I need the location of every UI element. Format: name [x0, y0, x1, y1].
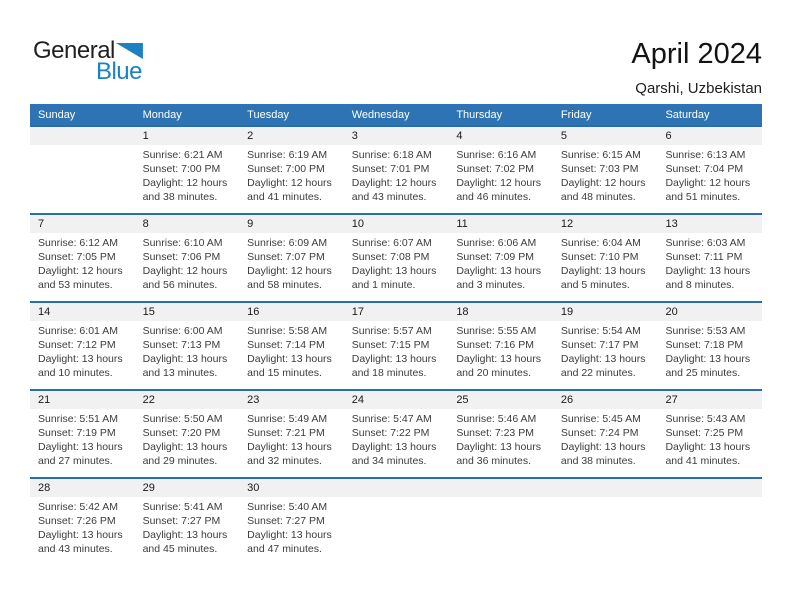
daylight-line: Daylight: 12 hours	[560, 177, 646, 189]
daylight-line: Daylight: 13 hours	[351, 265, 437, 277]
daylight-line-2: and 51 minutes.	[665, 191, 741, 203]
day-details	[657, 145, 762, 204]
weekday-header-sunday: Sunday	[38, 108, 76, 121]
day-details	[344, 145, 449, 204]
sunset-line: Sunset: 7:13 PM	[142, 339, 221, 351]
day-cell	[344, 127, 449, 213]
day-details	[239, 145, 344, 204]
empty-day-cell	[553, 479, 658, 565]
sunset-line: Sunset: 7:00 PM	[247, 163, 325, 175]
day-cell	[135, 127, 240, 213]
day-cell	[553, 391, 658, 477]
daylight-line-2: and 22 minutes.	[560, 367, 636, 379]
daylight-line-2: and 53 minutes.	[38, 279, 113, 291]
sunrise-line: Sunrise: 6:06 AM	[456, 237, 537, 249]
sunrise-line: Sunrise: 5:42 AM	[38, 501, 118, 513]
day-number: 3	[344, 127, 449, 145]
day-cell	[448, 391, 553, 477]
sunset-line: Sunset: 7:12 PM	[38, 339, 116, 351]
day-cell	[344, 303, 449, 389]
sunrise-line: Sunrise: 5:50 AM	[142, 413, 223, 425]
daylight-line: Daylight: 13 hours	[456, 441, 541, 453]
daylight-line-2: and 5 minutes.	[560, 279, 630, 291]
daylight-line-2: and 48 minutes.	[560, 191, 636, 203]
daylight-line: Daylight: 13 hours	[560, 441, 646, 453]
day-number: 2	[239, 127, 344, 145]
sunset-line: Sunset: 7:00 PM	[142, 163, 221, 175]
day-details	[553, 145, 658, 204]
daylight-line: Daylight: 13 hours	[560, 353, 646, 365]
day-cell	[30, 303, 135, 389]
day-details	[448, 233, 553, 292]
daylight-line: Daylight: 12 hours	[665, 177, 751, 189]
day-details	[135, 145, 240, 204]
sunset-line: Sunset: 7:22 PM	[351, 427, 430, 439]
sunset-line: Sunset: 7:09 PM	[456, 251, 534, 263]
week-row	[30, 125, 762, 213]
sunset-line: Sunset: 7:03 PM	[560, 163, 639, 175]
daylight-line: Daylight: 12 hours	[38, 265, 123, 277]
sunset-line: Sunset: 7:06 PM	[142, 251, 221, 263]
day-number: 22	[135, 391, 240, 409]
weekday-header-thursday: Thursday	[456, 108, 503, 121]
daylight-line-2: and 38 minutes.	[142, 191, 218, 203]
sunset-line: Sunset: 7:02 PM	[456, 163, 534, 175]
daylight-line: Daylight: 13 hours	[142, 441, 228, 453]
sunrise-line: Sunrise: 6:04 AM	[560, 237, 641, 249]
day-number: 18	[448, 303, 553, 321]
sunrise-line: Sunrise: 6:01 AM	[38, 325, 118, 337]
daylight-line-2: and 38 minutes.	[560, 455, 636, 467]
sunrise-line: Sunrise: 5:51 AM	[38, 413, 118, 425]
sunset-line: Sunset: 7:01 PM	[351, 163, 430, 175]
sunrise-line: Sunrise: 6:09 AM	[247, 237, 328, 249]
day-details	[448, 145, 553, 204]
daylight-line: Daylight: 13 hours	[38, 353, 123, 365]
daylight-line: Daylight: 12 hours	[456, 177, 541, 189]
day-cell	[239, 303, 344, 389]
day-number	[448, 479, 553, 497]
day-cell	[135, 303, 240, 389]
daylight-line: Daylight: 13 hours	[142, 353, 228, 365]
sunset-line: Sunset: 7:16 PM	[456, 339, 534, 351]
weekday-header-friday: Friday	[560, 108, 592, 121]
sunrise-line: Sunrise: 6:07 AM	[351, 237, 432, 249]
day-number: 8	[135, 215, 240, 233]
daylight-line-2: and 41 minutes.	[247, 191, 322, 203]
daylight-line: Daylight: 12 hours	[247, 177, 332, 189]
day-cell	[30, 215, 135, 301]
daylight-line: Daylight: 13 hours	[247, 441, 332, 453]
sunrise-line: Sunrise: 5:46 AM	[456, 413, 537, 425]
sunset-line: Sunset: 7:27 PM	[142, 515, 221, 527]
calendar-weeks	[30, 125, 762, 565]
day-number: 23	[239, 391, 344, 409]
sunrise-line: Sunrise: 5:58 AM	[247, 325, 328, 337]
day-details	[239, 409, 344, 468]
day-cell	[239, 391, 344, 477]
daylight-line-2: and 10 minutes.	[38, 367, 113, 379]
day-cell	[657, 215, 762, 301]
day-details	[30, 497, 135, 556]
general-blue-logo	[33, 39, 149, 84]
daylight-line-2: and 25 minutes.	[665, 367, 741, 379]
day-details	[239, 497, 344, 556]
day-number: 14	[30, 303, 135, 321]
sunset-line: Sunset: 7:19 PM	[38, 427, 116, 439]
sunset-line: Sunset: 7:20 PM	[142, 427, 221, 439]
day-details	[657, 409, 762, 468]
day-cell	[448, 215, 553, 301]
daylight-line-2: and 43 minutes.	[38, 543, 113, 555]
empty-day-cell	[448, 479, 553, 565]
day-number	[344, 479, 449, 497]
daylight-line-2: and 32 minutes.	[247, 455, 322, 467]
day-cell	[344, 391, 449, 477]
day-details	[657, 321, 762, 380]
day-number	[30, 127, 135, 145]
day-cell	[657, 391, 762, 477]
logo-triangle-icon	[116, 43, 143, 59]
week-row	[30, 301, 762, 389]
daylight-line: Daylight: 13 hours	[247, 353, 332, 365]
daylight-line-2: and 41 minutes.	[665, 455, 741, 467]
empty-day-cell	[344, 479, 449, 565]
daylight-line: Daylight: 13 hours	[456, 353, 541, 365]
day-cell	[30, 391, 135, 477]
sunset-line: Sunset: 7:11 PM	[665, 251, 743, 263]
location-subtitle: Qarshi, Uzbekistan	[635, 80, 762, 98]
daylight-line-2: and 46 minutes.	[456, 191, 532, 203]
day-details	[239, 233, 344, 292]
day-number: 29	[135, 479, 240, 497]
daylight-line: Daylight: 13 hours	[665, 265, 751, 277]
sunrise-line: Sunrise: 5:47 AM	[351, 413, 432, 425]
day-number: 20	[657, 303, 762, 321]
day-number: 13	[657, 215, 762, 233]
sunrise-line: Sunrise: 6:12 AM	[38, 237, 118, 249]
sunrise-line: Sunrise: 5:57 AM	[351, 325, 432, 337]
day-cell	[553, 303, 658, 389]
sunrise-line: Sunrise: 6:16 AM	[456, 149, 537, 161]
sunset-line: Sunset: 7:08 PM	[351, 251, 430, 263]
day-number: 16	[239, 303, 344, 321]
calendar-grid	[30, 104, 762, 565]
day-details	[553, 409, 658, 468]
daylight-line-2: and 56 minutes.	[142, 279, 218, 291]
daylight-line: Daylight: 13 hours	[456, 265, 541, 277]
sunset-line: Sunset: 7:23 PM	[456, 427, 534, 439]
daylight-line: Daylight: 12 hours	[351, 177, 437, 189]
sunrise-line: Sunrise: 6:15 AM	[560, 149, 641, 161]
daylight-line: Daylight: 12 hours	[142, 177, 228, 189]
weekday-header-row	[30, 104, 762, 125]
sunrise-line: Sunrise: 5:45 AM	[560, 413, 641, 425]
sunrise-line: Sunrise: 6:18 AM	[351, 149, 432, 161]
day-details	[553, 233, 658, 292]
daylight-line-2: and 29 minutes.	[142, 455, 218, 467]
day-cell	[30, 479, 135, 565]
sunrise-line: Sunrise: 6:13 AM	[665, 149, 746, 161]
day-details	[135, 497, 240, 556]
empty-day-cell	[657, 479, 762, 565]
day-number: 1	[135, 127, 240, 145]
day-number: 15	[135, 303, 240, 321]
sunset-line: Sunset: 7:18 PM	[665, 339, 744, 351]
sunset-line: Sunset: 7:10 PM	[560, 251, 639, 263]
daylight-line-2: and 58 minutes.	[247, 279, 322, 291]
daylight-line: Daylight: 13 hours	[247, 529, 332, 541]
day-number	[553, 479, 658, 497]
day-number	[657, 479, 762, 497]
daylight-line: Daylight: 13 hours	[351, 441, 437, 453]
daylight-line-2: and 27 minutes.	[38, 455, 113, 467]
page-title: April 2024	[631, 38, 762, 70]
daylight-line: Daylight: 13 hours	[351, 353, 437, 365]
day-cell	[448, 127, 553, 213]
sunrise-line: Sunrise: 5:40 AM	[247, 501, 328, 513]
day-cell	[553, 215, 658, 301]
daylight-line-2: and 15 minutes.	[247, 367, 322, 379]
daylight-line-2: and 8 minutes.	[665, 279, 735, 291]
daylight-line-2: and 43 minutes.	[351, 191, 427, 203]
daylight-line: Daylight: 13 hours	[560, 265, 646, 277]
day-cell	[239, 479, 344, 565]
sunrise-line: Sunrise: 5:49 AM	[247, 413, 328, 425]
sunrise-line: Sunrise: 6:19 AM	[247, 149, 328, 161]
title-block	[631, 38, 762, 97]
day-details	[30, 409, 135, 468]
day-cell	[657, 127, 762, 213]
week-row	[30, 477, 762, 565]
day-number: 21	[30, 391, 135, 409]
sunset-line: Sunset: 7:24 PM	[560, 427, 639, 439]
daylight-line-2: and 36 minutes.	[456, 455, 532, 467]
daylight-line-2: and 13 minutes.	[142, 367, 218, 379]
day-cell	[553, 127, 658, 213]
sunrise-line: Sunrise: 5:43 AM	[665, 413, 746, 425]
day-number: 17	[344, 303, 449, 321]
day-number: 26	[553, 391, 658, 409]
day-cell	[135, 391, 240, 477]
sunrise-line: Sunrise: 5:55 AM	[456, 325, 537, 337]
day-number: 9	[239, 215, 344, 233]
daylight-line-2: and 45 minutes.	[142, 543, 218, 555]
sunset-line: Sunset: 7:26 PM	[38, 515, 116, 527]
daylight-line-2: and 1 minute.	[351, 279, 416, 291]
day-details	[239, 321, 344, 380]
logo-text-general: General	[33, 37, 115, 64]
day-number: 12	[553, 215, 658, 233]
sunrise-line: Sunrise: 6:00 AM	[142, 325, 223, 337]
sunset-line: Sunset: 7:25 PM	[665, 427, 744, 439]
day-number: 28	[30, 479, 135, 497]
sunrise-line: Sunrise: 6:10 AM	[142, 237, 223, 249]
sunset-line: Sunset: 7:05 PM	[38, 251, 116, 263]
sunset-line: Sunset: 7:07 PM	[247, 251, 325, 263]
sunrise-line: Sunrise: 6:03 AM	[665, 237, 746, 249]
day-cell	[135, 215, 240, 301]
logo-text-blue: Blue	[95, 58, 142, 85]
daylight-line-2: and 20 minutes.	[456, 367, 532, 379]
daylight-line: Daylight: 12 hours	[247, 265, 332, 277]
day-details	[30, 233, 135, 292]
daylight-line: Daylight: 13 hours	[38, 529, 123, 541]
day-cell	[657, 303, 762, 389]
daylight-line: Daylight: 13 hours	[665, 441, 751, 453]
day-details	[553, 321, 658, 380]
day-number: 10	[344, 215, 449, 233]
daylight-line-2: and 18 minutes.	[351, 367, 427, 379]
sunrise-line: Sunrise: 6:21 AM	[142, 149, 223, 161]
day-details	[135, 409, 240, 468]
weekday-header-saturday: Saturday	[665, 108, 710, 121]
day-number: 27	[657, 391, 762, 409]
day-number: 11	[448, 215, 553, 233]
weekday-header-monday: Monday	[142, 108, 182, 121]
day-cell	[448, 303, 553, 389]
day-details	[657, 233, 762, 292]
weekday-header-tuesday: Tuesday	[247, 108, 289, 121]
sunset-line: Sunset: 7:21 PM	[247, 427, 325, 439]
day-details	[344, 321, 449, 380]
sunrise-line: Sunrise: 5:41 AM	[142, 501, 223, 513]
sunrise-line: Sunrise: 5:54 AM	[560, 325, 641, 337]
week-row	[30, 389, 762, 477]
day-cell	[239, 215, 344, 301]
day-number: 4	[448, 127, 553, 145]
sunset-line: Sunset: 7:04 PM	[665, 163, 744, 175]
day-number: 5	[553, 127, 658, 145]
empty-day-cell	[30, 127, 135, 213]
day-cell	[239, 127, 344, 213]
day-details	[448, 321, 553, 380]
day-details	[135, 321, 240, 380]
sunset-line: Sunset: 7:15 PM	[351, 339, 430, 351]
sunrise-line: Sunrise: 5:53 AM	[665, 325, 746, 337]
day-cell	[135, 479, 240, 565]
day-number: 24	[344, 391, 449, 409]
week-row	[30, 213, 762, 301]
daylight-line-2: and 34 minutes.	[351, 455, 427, 467]
day-number: 7	[30, 215, 135, 233]
daylight-line: Daylight: 12 hours	[142, 265, 228, 277]
daylight-line: Daylight: 13 hours	[665, 353, 751, 365]
day-number: 19	[553, 303, 658, 321]
day-details	[448, 409, 553, 468]
day-number: 25	[448, 391, 553, 409]
sunset-line: Sunset: 7:27 PM	[247, 515, 325, 527]
sunset-line: Sunset: 7:17 PM	[560, 339, 639, 351]
daylight-line-2: and 47 minutes.	[247, 543, 322, 555]
day-details	[344, 233, 449, 292]
day-details	[30, 321, 135, 380]
day-details	[344, 409, 449, 468]
daylight-line: Daylight: 13 hours	[142, 529, 228, 541]
sunset-line: Sunset: 7:14 PM	[247, 339, 325, 351]
day-number: 6	[657, 127, 762, 145]
weekday-header-wednesday: Wednesday	[351, 108, 410, 121]
daylight-line-2: and 3 minutes.	[456, 279, 526, 291]
day-cell	[344, 215, 449, 301]
daylight-line: Daylight: 13 hours	[38, 441, 123, 453]
day-details	[135, 233, 240, 292]
day-number: 30	[239, 479, 344, 497]
